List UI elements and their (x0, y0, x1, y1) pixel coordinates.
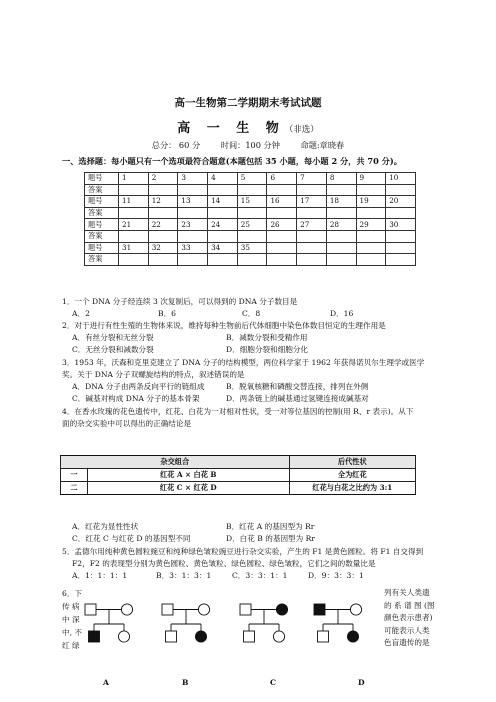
question-number: 1 (119, 173, 149, 185)
row-label: 答案 (85, 207, 119, 219)
question-number: 8 (326, 173, 356, 185)
question-number: 33 (178, 242, 208, 254)
pedigree-label-c[interactable]: C (270, 678, 277, 687)
question-number: 12 (148, 196, 178, 208)
pedigree-b (162, 604, 210, 642)
text-line: 色盲遗传的是 (384, 638, 430, 648)
row-label: 题号 (85, 173, 119, 185)
question-number: 35 (237, 242, 267, 254)
cross-header-result: 后代性状 (289, 456, 415, 469)
text-line: 颜色表示患者) (384, 613, 433, 623)
female-symbol (121, 604, 132, 615)
question-number: 9 (356, 173, 386, 185)
female-symbol (198, 604, 209, 615)
row-label: 题号 (85, 196, 119, 208)
q5-option-a[interactable]: A．1：1：1：1 (72, 571, 128, 580)
question-number: 15 (237, 196, 267, 208)
cross-combo: 红花 A × 白花 B (88, 469, 290, 482)
question-3-line-1: 3．1953 年，沃森和克里克建立了 DNA 分子的结构模型，两位科学家于 1962 年获得诺贝尔生理学或医学 (62, 358, 425, 367)
question-number: 6 (267, 173, 297, 185)
text-line: 列有关人类遗 (384, 588, 430, 597)
q3-option-d[interactable]: D．两条链上的碱基通过氢键连接成碱基对 (226, 394, 369, 403)
q1-option-a[interactable]: A．2 (72, 309, 90, 318)
row-label: 答案 (85, 230, 119, 242)
subtitle-text: 高 一 生 物 (177, 121, 285, 136)
pedigree-label-a[interactable]: A (103, 678, 109, 687)
q1-option-d[interactable]: D．16 (330, 309, 354, 318)
question-number: 30 (386, 219, 416, 231)
question-number: 13 (178, 196, 208, 208)
row-label: 题号 (85, 219, 119, 231)
question-3-line-2: 奖。关于 DNA 分子双螺旋结构的特点，叙述错误的是 (62, 370, 245, 379)
cross-index: 一 (61, 469, 88, 482)
exam-title: 高一生物第二学期期末考试试题 (174, 97, 322, 109)
q2-option-b[interactable]: B．减数分裂和受精作用 (226, 333, 308, 342)
question-number: 3 (178, 173, 208, 185)
q2-option-a[interactable]: A．有丝分裂和无丝分裂 (72, 333, 154, 342)
question-1: 1．一个 DNA 分子经连续 3 次复制后，可以得到的 DNA 分子数目是 (62, 297, 298, 306)
row-label: 答案 (85, 184, 119, 196)
female-symbol (350, 604, 361, 615)
q4-option-b[interactable]: B．红花 A 的基因型为 Rr (226, 522, 315, 531)
question-number: 17 (297, 196, 327, 208)
question-number: 10 (386, 173, 416, 185)
female-symbol (273, 631, 284, 642)
question-number: 32 (148, 242, 178, 254)
male-symbol (85, 604, 96, 615)
question-4-line-1: 4．在香水玫瑰的花色遗传中，红花、白花为一对相对性状，受一对等位基因的控制(用 R、r 表示)。从下 (62, 407, 414, 416)
question-number: 34 (208, 242, 238, 254)
female-symbol (118, 631, 129, 642)
question-number: 11 (119, 196, 149, 208)
male-symbol (318, 631, 329, 642)
q4-option-a[interactable]: A．红花为显性性状 (72, 522, 139, 531)
male-symbol (162, 604, 173, 615)
question-number: 4 (208, 173, 238, 185)
cross-combo: 红花 C × 红花 D (88, 482, 290, 495)
affected-female-symbol (276, 604, 287, 615)
question-4-line-2: 面的杂交实验中可以得出的正确结论是 (62, 419, 192, 428)
text-line: 传 病 (62, 602, 80, 611)
q5-option-b[interactable]: B．3：1：3：1 (156, 571, 212, 580)
q4-option-c[interactable]: C．红花 C 与红花 D 的基因型不同 (72, 534, 191, 543)
section-heading: 一、选择题：每小题只有一个选项最符合题意(本题包括 35 小题，每小题 2 分，共 70 分)。 (62, 156, 402, 166)
row-label: 答案 (85, 254, 119, 266)
text-line: 中 深 (62, 615, 80, 624)
cross-header-combo: 杂交组合 (61, 456, 290, 469)
affected-male-symbol (314, 604, 325, 615)
question-number: 7 (297, 173, 327, 185)
question-number: 16 (267, 196, 297, 208)
male-symbol (244, 631, 255, 642)
question-number: 28 (326, 219, 356, 231)
question-number: 19 (356, 196, 386, 208)
q4-option-d[interactable]: D．白花 B 的基因型为 Rr (226, 534, 316, 543)
question-2: 2．对于进行有性生殖的生物体来说，维持每种生物前后代体细胞中染色体数目恒定的生理作用是 (62, 321, 386, 330)
male-symbol (166, 631, 177, 642)
q5-option-d[interactable]: D．9：3：3：1 (308, 571, 364, 580)
text-line: 中, 不 (62, 628, 83, 637)
exam-time: 时间：100 分钟 (220, 140, 280, 150)
question-number: 26 (267, 219, 297, 231)
affected-male-symbol (89, 631, 100, 642)
q2-option-c[interactable]: C．无丝分裂和减数分裂 (72, 345, 154, 354)
pedigree-label-b[interactable]: B (182, 678, 189, 687)
q3-option-b[interactable]: B．脱氧核糖和磷酸交替连接，排列在外侧 (226, 382, 369, 391)
pedigree-label-d[interactable]: D (358, 678, 365, 687)
question-number: 18 (326, 196, 356, 208)
pedigree-a (85, 604, 133, 642)
exam-author: 命题:章晓春 (300, 140, 345, 150)
question-number: 14 (208, 196, 238, 208)
text-line: 可能表示人类 (384, 625, 430, 635)
question-number: 24 (208, 219, 238, 231)
question-number: 22 (148, 219, 178, 231)
cross-result: 全为红花 (289, 469, 415, 482)
q1-option-b[interactable]: B．6 (158, 309, 177, 318)
question-number: 20 (386, 196, 416, 208)
q5-option-c[interactable]: C．3：3：1：1 (232, 571, 288, 580)
male-symbol (240, 604, 251, 615)
q1-option-c[interactable]: C．8 (242, 309, 261, 318)
question-number: 5 (237, 173, 267, 185)
affected-female-symbol (195, 631, 206, 642)
question-number: 2 (148, 173, 178, 185)
q3-option-a[interactable]: A．DNA 分子由两条反向平行的链组成 (72, 382, 205, 391)
question-number: 29 (356, 219, 386, 231)
pedigree-c (240, 604, 288, 642)
affected-female-symbol (347, 631, 358, 642)
q3-option-c[interactable]: C．碱基对构成 DNA 分子的基本骨架 (72, 394, 200, 403)
question-number: 25 (237, 219, 267, 231)
question-5-line-2: F2，F2 的表现型分别为黄色圆粒、黄色皱粒、绿色圆粒、绿色皱粒，它们之间的数量比是 (72, 559, 376, 568)
question-5-line-1: 5．孟德尔用纯种黄色圆粒豌豆和纯种绿色皱粒豌豆进行杂交实验，产生的 F1 是黄色圆粒。将 F1 自交得到 (62, 547, 424, 556)
question-number: 27 (297, 219, 327, 231)
cross-index: 二 (61, 482, 88, 495)
question-number: 23 (178, 219, 208, 231)
subtitle-note: （非选） (284, 125, 319, 135)
cross-result: 红花与白花之比约为 3:1 (289, 482, 415, 495)
question-number: 21 (119, 219, 149, 231)
question-number: 31 (119, 242, 149, 254)
text-line: 6．下 (62, 589, 83, 598)
text-line: 的 系 谱 图 (图 (384, 600, 435, 610)
pedigree-d (314, 604, 362, 642)
total-score: 总分： 60 分 (151, 140, 201, 150)
row-label: 题号 (85, 242, 119, 254)
q2-option-d[interactable]: D．细胞分裂和细胞分化 (226, 345, 309, 354)
text-line: 红 绿 (62, 641, 80, 650)
